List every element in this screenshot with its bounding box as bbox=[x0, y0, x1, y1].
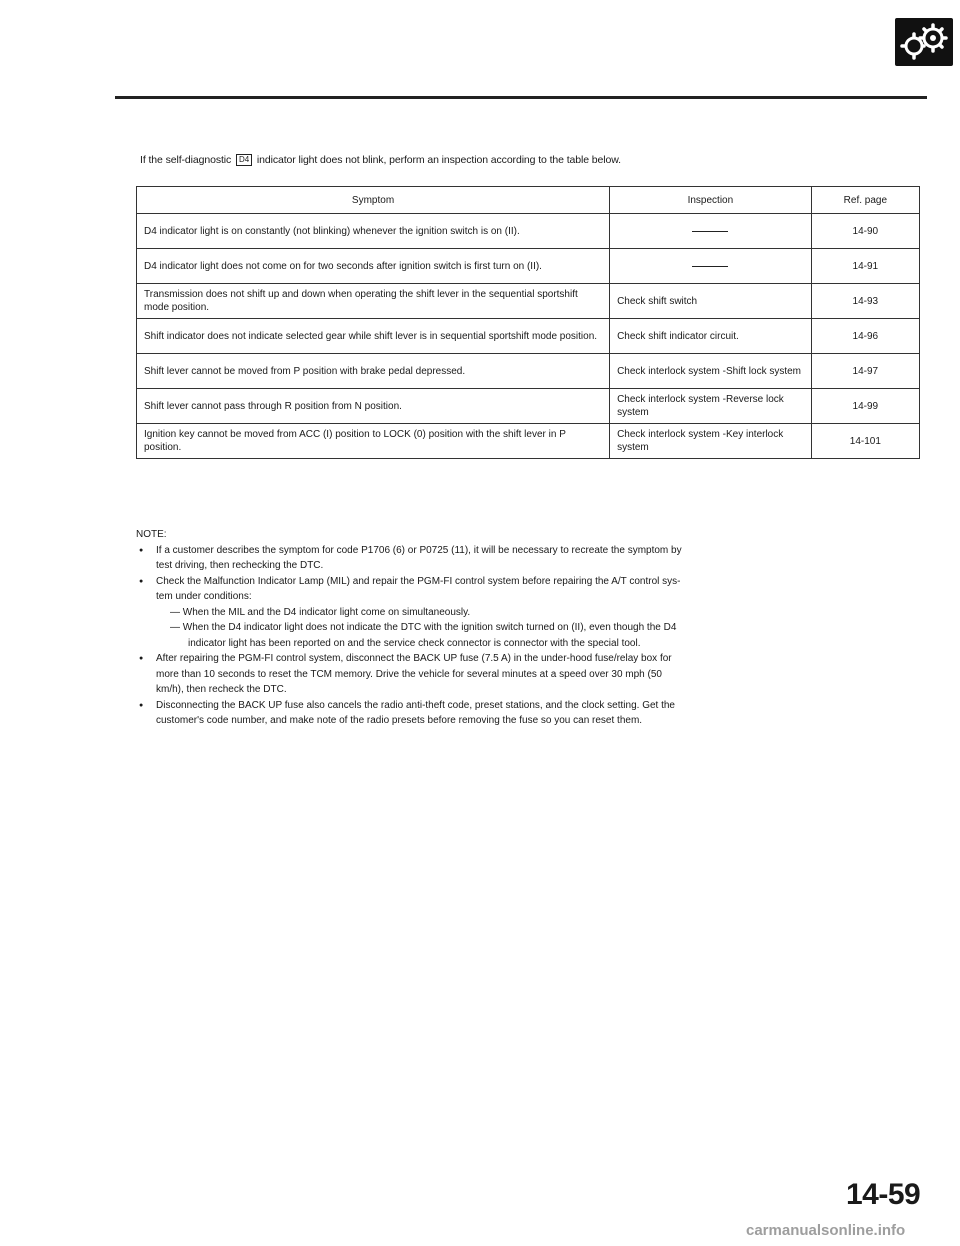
header-rule bbox=[115, 96, 927, 99]
inspection-cell: Check shift switch bbox=[610, 284, 812, 319]
symptom-cell: Ignition key cannot be moved from ACC (I) position to LOCK (0) position with the shift lever in P position. bbox=[137, 424, 610, 459]
ref-page-cell: 14-91 bbox=[811, 249, 919, 284]
header-ref-page: Ref. page bbox=[811, 187, 919, 214]
intro-after: indicator light does not blink, perform an inspection according to the table below. bbox=[256, 154, 621, 166]
note-continuation: customer's code number, and make note of the radio presets before removing the fuse so you can reset them. bbox=[156, 715, 643, 726]
note-continuation: km/h), then recheck the DTC. bbox=[156, 684, 287, 695]
table-row bbox=[137, 389, 920, 424]
header-symptom: Symptom bbox=[137, 187, 610, 214]
intro-text bbox=[140, 154, 840, 166]
table-row bbox=[137, 354, 920, 389]
note-title: NOTE: bbox=[136, 529, 167, 540]
note-sub-item: — When the MIL and the D4 indicator light come on simultaneously. bbox=[170, 606, 471, 618]
symptom-cell: Transmission does not shift up and down when operating the shift lever in the sequential sportshift mode position. bbox=[137, 284, 610, 319]
symptom-cell: Shift lever cannot be moved from P position with brake pedal depressed. bbox=[137, 354, 610, 389]
inspection-cell: Check shift indicator circuit. bbox=[610, 319, 812, 354]
table-row bbox=[137, 284, 920, 319]
note-continuation: indicator light has been reported on and the service check connector is connector with the special tool. bbox=[188, 637, 641, 649]
note-continuation: tem under conditions: bbox=[156, 591, 252, 602]
inspection-cell: Check interlock system -Reverse lock system bbox=[610, 389, 812, 424]
ref-page-cell: 14-99 bbox=[811, 389, 919, 424]
symptom-cell: Shift indicator does not indicate selected gear while shift lever is in sequential sportshift mode position. bbox=[137, 319, 610, 354]
symptom-cell: D4 indicator light is on constantly (not blinking) whenever the ignition switch is on (II). bbox=[137, 214, 610, 249]
ref-page-cell: 14-93 bbox=[811, 284, 919, 319]
inspection-cell: Check interlock system -Key interlock system bbox=[610, 424, 812, 459]
table-header-row bbox=[137, 187, 920, 214]
symptom-cell: Shift lever cannot pass through R position from N position. bbox=[137, 389, 610, 424]
symptom-table bbox=[136, 186, 920, 459]
note-bullet: ● Disconnecting the BACK UP fuse also cancels the radio anti-theft code, preset stations, and the clock setting. Get the bbox=[156, 698, 926, 714]
ref-page-cell: 14-96 bbox=[811, 319, 919, 354]
gears-icon bbox=[895, 18, 953, 66]
note-list bbox=[136, 543, 926, 729]
note-continuation: test driving, then rechecking the DTC. bbox=[156, 560, 324, 571]
inspection-cell: Check interlock system -Shift lock system bbox=[610, 354, 812, 389]
inspection-cell bbox=[610, 214, 812, 249]
ref-page-cell: 14-101 bbox=[811, 424, 919, 459]
note-sub-item: — When the D4 indicator light does not indicate the DTC with the ignition switch turned on (II), even though the D4 bbox=[170, 622, 677, 633]
note-bullet: ● Check the Malfunction Indicator Lamp (MIL) and repair the PGM-FI control system before repairing the A/T control sys- bbox=[156, 574, 926, 590]
page-number: 14-59 bbox=[846, 1178, 921, 1211]
table-row bbox=[137, 319, 920, 354]
header-inspection: Inspection bbox=[610, 187, 812, 214]
symptom-cell: D4 indicator light does not come on for two seconds after ignition switch is first turn on (II). bbox=[137, 249, 610, 284]
dash-mark bbox=[692, 266, 728, 267]
table-row bbox=[137, 214, 920, 249]
note-bullet: ● After repairing the PGM-FI control system, disconnect the BACK UP fuse (7.5 A) in the under-hood fuse/relay box for bbox=[156, 651, 926, 667]
watermark: carmanualsonline.info bbox=[746, 1222, 906, 1239]
ref-page-cell: 14-90 bbox=[811, 214, 919, 249]
note-section bbox=[136, 527, 926, 729]
dash-mark bbox=[692, 231, 728, 232]
table-row bbox=[137, 424, 920, 459]
note-continuation: more than 10 seconds to reset the TCM memory. Drive the vehicle for several minutes at a speed over 30 mph (50 bbox=[156, 668, 662, 680]
intro-before: If the self-diagnostic bbox=[140, 154, 232, 166]
inspection-cell bbox=[610, 249, 812, 284]
table-row bbox=[137, 249, 920, 284]
d4-indicator-icon: D4 bbox=[236, 154, 252, 166]
note-bullet: ● If a customer describes the symptom for code P1706 (6) or P0725 (11), it will be necessary to recreate the symptom by bbox=[156, 543, 926, 559]
ref-page-cell: 14-97 bbox=[811, 354, 919, 389]
